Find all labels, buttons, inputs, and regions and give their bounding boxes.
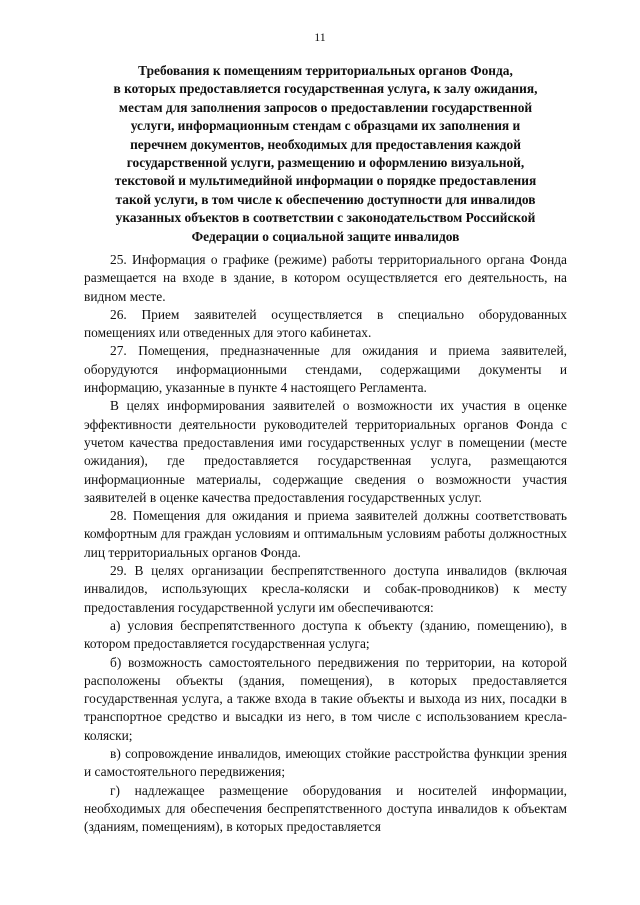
body-text xyxy=(84,251,567,837)
heading-line: в которых предоставляется государственная услуга, к залу ожидания, xyxy=(113,81,538,97)
paragraph-26: 26. Прием заявителей осуществляется в специально оборудованных помещениях или отведенных для этого кабинетах. xyxy=(84,306,567,341)
section-heading xyxy=(84,62,567,246)
heading-line: государственной услуги, размещению и оформлению визуальной, xyxy=(126,155,525,171)
paragraph-27: 27. Помещения, предназначенные для ожидания и приема заявителей, оборудуются информационными стендами, содержащими документы и информацию, указанные в пункте 4 настоящего Регламента. xyxy=(84,343,567,396)
page-number: 11 xyxy=(314,30,326,44)
heading-line: местам для заполнения запросов о предоставлении государственной xyxy=(118,99,533,115)
paragraph-29-a: а) условия беспрепятственного доступа к объекту (зданию, помещению), в котором предоставляется государственная услуга; xyxy=(84,617,567,652)
paragraph-29-g: г) надлежащее размещение оборудования и носителей информации, необходимых для обеспечения беспрепятственного доступа инвалидов к объектам (зданиям, помещениям), в которых предоставляется xyxy=(84,782,567,835)
paragraph-29-v: в) сопровождение инвалидов, имеющих стойкие расстройства функции зрения и самостоятельного передвижения; xyxy=(84,746,567,780)
heading-line: Федерации о социальной защите инвалидов xyxy=(191,228,460,244)
heading-line: перечнем документов, необходимых для предоставления каждой xyxy=(130,136,521,152)
heading-line: Требования к помещениям территориальных органов Фонда, xyxy=(138,63,513,78)
paragraph-28: 28. Помещения для ожидания и приема заявителей должны соответствовать комфортным для граждан условиям и оптимальным условиям работы должностных лиц территориальных органов Фонда. xyxy=(84,508,567,560)
paragraph-25: 25. Информация о графике (режиме) работы территориального органа Фонда размещается на входе в здание, в котором осуществляется его деятельность, на видном месте. xyxy=(84,252,567,304)
heading-line: услуги, информационным стендам с образцами их заполнения и xyxy=(130,118,521,134)
heading-line: такой услуги, в том числе к обеспечению доступности для инвалидов xyxy=(115,191,536,207)
paragraph-29: 29. В целях организации беспрепятственного доступа инвалидов (включая инвалидов, использующих кресла-коляски и собак-проводников) к месту предоставления государственной услуги им обеспечиваются: xyxy=(84,563,567,615)
paragraph-29-b: б) возможность самостоятельного передвижения по территории, на которой расположены объекты (здания, помещения), в которых предоставляется государственная услуга, а также входа в такие объекты и выхода из них, посадки в транспортное средство и высадки из него, в том числе с использованием кресла-коляски; xyxy=(84,654,567,743)
heading-line: текстовой и мультимедийной информации о порядке предоставления xyxy=(114,173,537,189)
heading-line: указанных объектов в соответствии с законодательством Российской xyxy=(115,210,536,226)
paragraph-27-continuation: В целях информирования заявителей о возможности их участия в оценке эффективности деятельности руководителей территориальных органов Фонда с учетом качества предоставления ими государственных услуг в помещении (месте ожидания), где предоставляется государственная услуга, размещаются информационные материалы, содержащие сведения о возможности участия заявителей в оценке качества предоставления государственных услуг. xyxy=(84,398,567,505)
